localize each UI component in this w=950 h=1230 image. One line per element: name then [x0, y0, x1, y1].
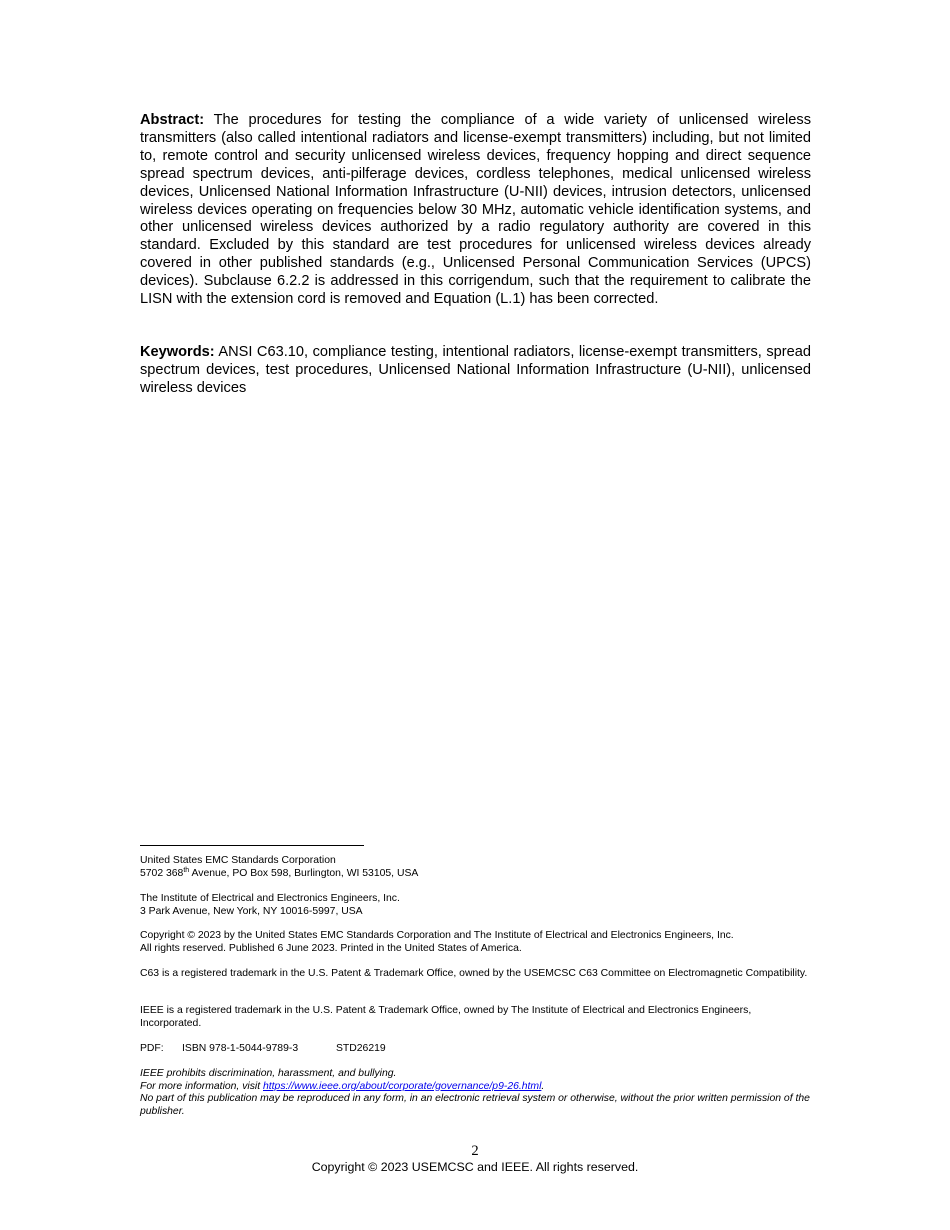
usemc-address-block: [140, 855, 811, 880]
reproduction-notice: No part of this publication may be reproduced in any form, in an electronic retrieval system or otherwise, without the prior written permission of the publisher.: [140, 1093, 810, 1117]
footnote-divider: [140, 845, 364, 846]
copyright-block: [140, 930, 811, 955]
ieee-policy-notice: [140, 1068, 811, 1118]
ieee-trademark-notice: [140, 1005, 811, 1030]
usemc-address: [140, 868, 811, 881]
page-number: 2: [471, 1143, 479, 1159]
ieee-trademark-text: IEEE is a registered trademark in the U.S. Patent & Trademark Office, owned by The Institute of Electrical and Electronics Engineers, Incorporated.: [140, 1005, 752, 1029]
keywords-text: ANSI C63.10, compliance testing, intentional radiators, license-exempt transmitters, spread spectrum devices, test procedures, Unlicensed National Information Infrastructure (U-NII), unlicensed wireless devices: [140, 344, 812, 396]
c63-trademark-text: C63 is a registered trademark in the U.S. Patent & Trademark Office, owned by the USEMCSC C63 Committee on Electromagnetic Compatibility.: [140, 968, 808, 979]
governance-link[interactable]: https://www.ieee.org/about/corporate/governance/p9-26.html: [263, 1080, 542, 1092]
keywords-label: Keywords:: [140, 344, 215, 360]
usemc-address-number: 5702 368: [140, 867, 184, 879]
abstract-text: The procedures for testing the compliance of a wide variety of unlicensed wireless transmitters (also called intentional radiators and license-exempt transmitters) including, but not limited to, remote control and security unlicensed wireless devices, frequency hopping and direct sequence spread spectrum devices, anti-pilferage devices, cordless telephones, medical unlicensed wireless devices, Unlicensed National Information Infrastructure (U-NII) devices, intrusion detectors, unlicensed wireless devices operating on frequencies below 30 MHz, automatic vehicle identification systems, and other unlicensed wireless devices authorized by a radio regulatory authority are covered in this standard. Excluded by this standard are test procedures for unlicensed wireless devices already covered in other published standards (e.g., Unlicensed Personal Communication Services (UPCS) devices). Subclause 6.2.2 is addressed in this corrigendum, such that the requirement to calibrate the LISN with the extension cord is removed and Equation (L.1) has been corrected.: [140, 112, 812, 308]
more-info-suffix: .: [541, 1080, 545, 1092]
usemc-name: United States EMC Standards Corporation: [140, 855, 336, 866]
usemc-address-superscript: th: [183, 866, 190, 874]
more-info-prefix: For more information, visit: [140, 1080, 263, 1092]
c63-trademark-notice: [140, 968, 811, 981]
keywords-paragraph: [140, 344, 811, 398]
copyright-line-1: Copyright © 2023 by the United States EMC Standards Corporation and The Institute of Electrical and Electronics Engineers, Inc.: [140, 930, 734, 941]
pdf-isbn-row: [140, 1043, 811, 1056]
std-number: STD26219: [336, 1043, 386, 1054]
prohibits-text: IEEE prohibits discrimination, harassment, and bullying.: [140, 1068, 397, 1079]
abstract-label: Abstract:: [140, 112, 205, 128]
pdf-label: PDF:: [140, 1043, 164, 1054]
usemc-address-rest: Avenue, PO Box 598, Burlington, WI 53105, USA: [189, 867, 419, 879]
ieee-address-block: [140, 893, 811, 918]
isbn: ISBN 978-1-5044-9789-3: [182, 1043, 299, 1054]
page-footer-copyright: Copyright © 2023 USEMCSC and IEEE. All rights reserved.: [311, 1160, 639, 1174]
ieee-name: The Institute of Electrical and Electronics Engineers, Inc.: [140, 893, 400, 904]
copyright-line-2: All rights reserved. Published 6 June 2023. Printed in the United States of America.: [140, 942, 522, 954]
abstract-paragraph: [140, 112, 811, 309]
ieee-address: 3 Park Avenue, New York, NY 10016-5997, USA: [140, 905, 363, 917]
more-info-line: [140, 1081, 811, 1094]
